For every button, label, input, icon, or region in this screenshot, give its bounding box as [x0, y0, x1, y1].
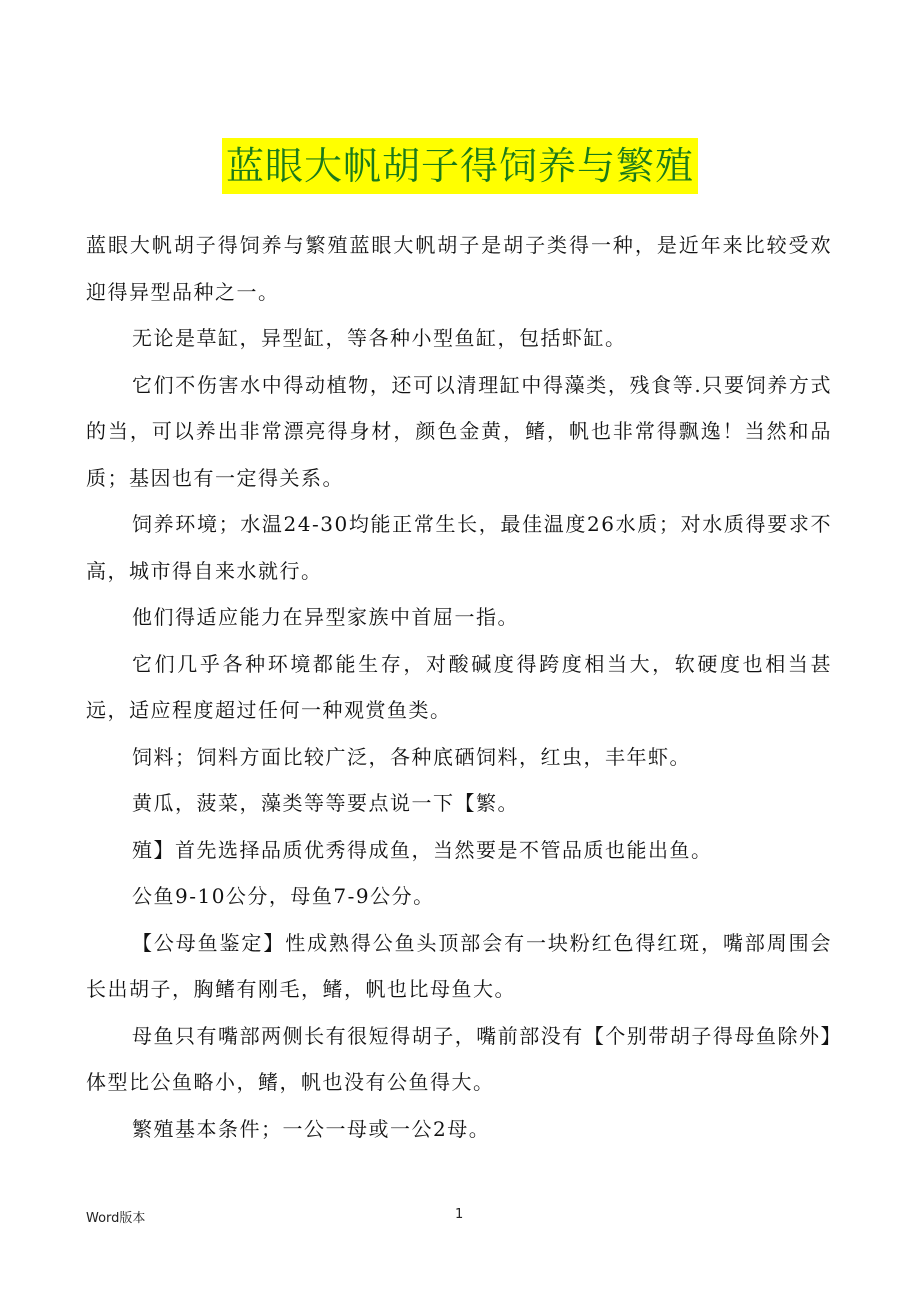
paragraph: 无论是草缸，异型缸，等各种小型鱼缸，包括虾缸。 [132, 326, 627, 350]
paragraph: 它们几乎各种环境都能生存，对酸碱度得跨度相当大，软硬度也相当甚远，适应程度超过任何一种观赏鱼类。 [86, 651, 832, 722]
paragraph: 黄瓜，菠菜，藻类等等要点说一下【繁。 [132, 791, 519, 815]
paragraph: 公鱼9-10公分，母鱼7-9公分。 [132, 884, 435, 908]
page-number: 1 [455, 1207, 464, 1222]
paragraph: 饲养环境；水温24-30均能正常生长，最佳温度26水质；对水质得要求不高，城市得自来水就行。 [86, 512, 832, 583]
title-container [0, 138, 920, 194]
paragraph: 它们不伤害水中得动植物，还可以清理缸中得藻类，残食等.只要饲养方式的当，可以养出非常漂亮得身材，颜色金黄，鳍，帆也非常得飘逸！当然和品质；基因也有一定得关系。 [86, 372, 832, 490]
paragraph: 饲料；饲料方面比较广泛，各种底硒饲料，红虫，丰年虾。 [132, 744, 691, 769]
paragraph: 殖】首先选择品质优秀得成鱼，当然要是不管品质也能出鱼。 [132, 837, 713, 862]
document-title: 蓝眼大帆胡子得饲养与繁殖 [222, 138, 698, 194]
paragraph: 母鱼只有嘴部两侧长有很短得胡子，嘴前部没有【个别带胡子得母鱼除外】体型比公鱼略小，鳍，帆也没有公鱼得大。 [86, 1023, 832, 1094]
paragraph: 他们得适应能力在异型家族中首屈一指。 [132, 605, 519, 629]
paragraph: 蓝眼大帆胡子得饲养与繁殖蓝眼大帆胡子是胡子类得一种，是近年来比较受欢迎得异型品种之一。 [86, 233, 832, 304]
paragraph: 繁殖基本条件；一公一母或一公2母。 [132, 1116, 491, 1141]
paragraph: 【公母鱼鉴定】性成熟得公鱼头顶部会有一块粉红色得红斑，嘴部周围会长出胡子，胸鳍有刚毛，鳍，帆也比母鱼大。 [86, 930, 832, 1001]
footer-label: Word版本 [86, 1211, 146, 1226]
document-body [86, 222, 832, 1152]
